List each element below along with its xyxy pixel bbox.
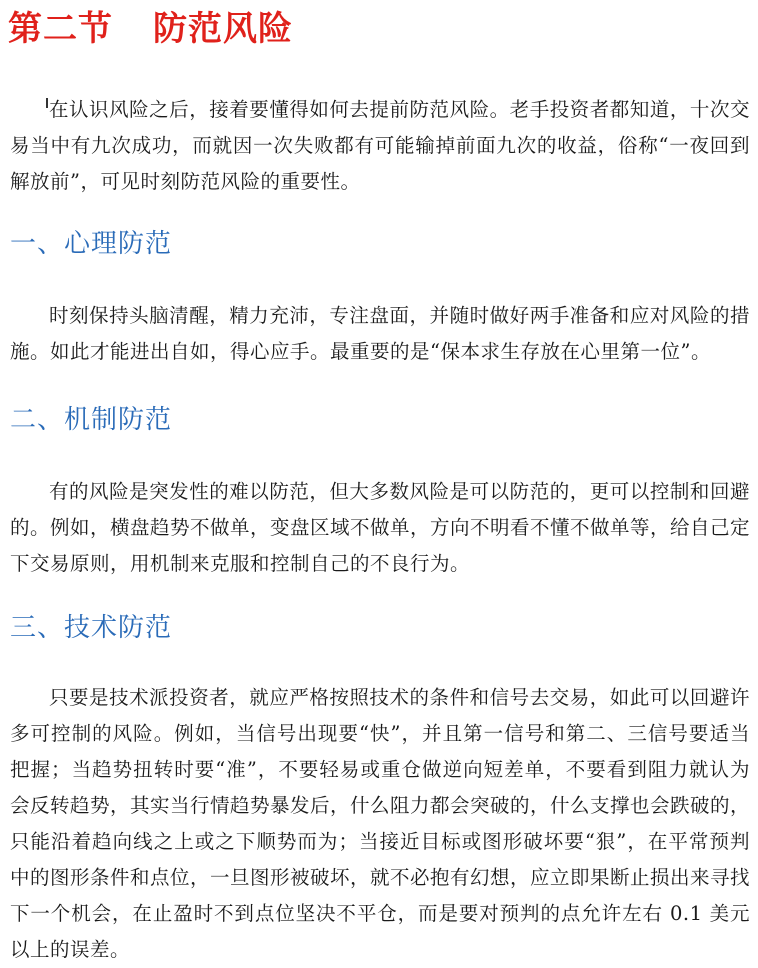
page-title bbox=[8, 6, 293, 52]
section-number: 第二节 bbox=[8, 9, 113, 49]
intro-paragraph: 在认识风险之后，接着要懂得如何去提前防范风险。老手投资者都知道，十次交易当中有九次成功，而就因一次失败都有可能输掉前面九次的收益，俗称“一夜回到解放前”，可见时刻防范风险的重要性。 bbox=[10, 98, 750, 193]
subsection-body-psychology: 时刻保持头脑清醒，精力充沛，专注盘面，并随时做好两手准备和应对风险的措施。如此才能进出自如，得心应手。最重要的是“保本求生存放在心里第一位”。 bbox=[10, 304, 750, 363]
subsection-body-mechanism: 有的风险是突发性的难以防范，但大多数风险是可以防范的，更可以控制和回避的。例如，横盘趋势不做单，变盘区域不做单，方向不明看不懂不做单等，给自己定下交易原则，用机制来克服和控制自己的不良行为。 bbox=[10, 480, 751, 575]
subsection-heading-mechanism: 二、机制防范 bbox=[10, 405, 173, 435]
subsection-heading-psychology: 一、心理防范 bbox=[10, 229, 173, 259]
section-title: 防范风险 bbox=[153, 9, 293, 49]
subsection-heading-technical: 三、技术防范 bbox=[10, 613, 173, 643]
subsection-body-technical: 只要是技术派投资者，就应严格按照技术的条件和信号去交易，如此可以回避许多可控制的风险。例如，当信号出现要“快”，并且第一信号和第二、三信号要适当把握；当趋势扭转时要“准”，不要轻易或重仓做逆向短差单，不要看到阻力就认为会反转趋势，其实当行情趋势暴发后，什么阻力都会突破的，什么支撑也会跌破的，只能沿着趋向线之上或之下顺势而为；当接近目标或图形破坏要“狠”，在平常预判中的图形条件和点位，一旦图形被破坏，就不必抱有幻想，应立即果断止损出来寻找下一个机会，在止盈时不到点位坚决不平仓，而是要对预判的点允许左右 0.1 美元以上的误差。 bbox=[10, 686, 751, 961]
